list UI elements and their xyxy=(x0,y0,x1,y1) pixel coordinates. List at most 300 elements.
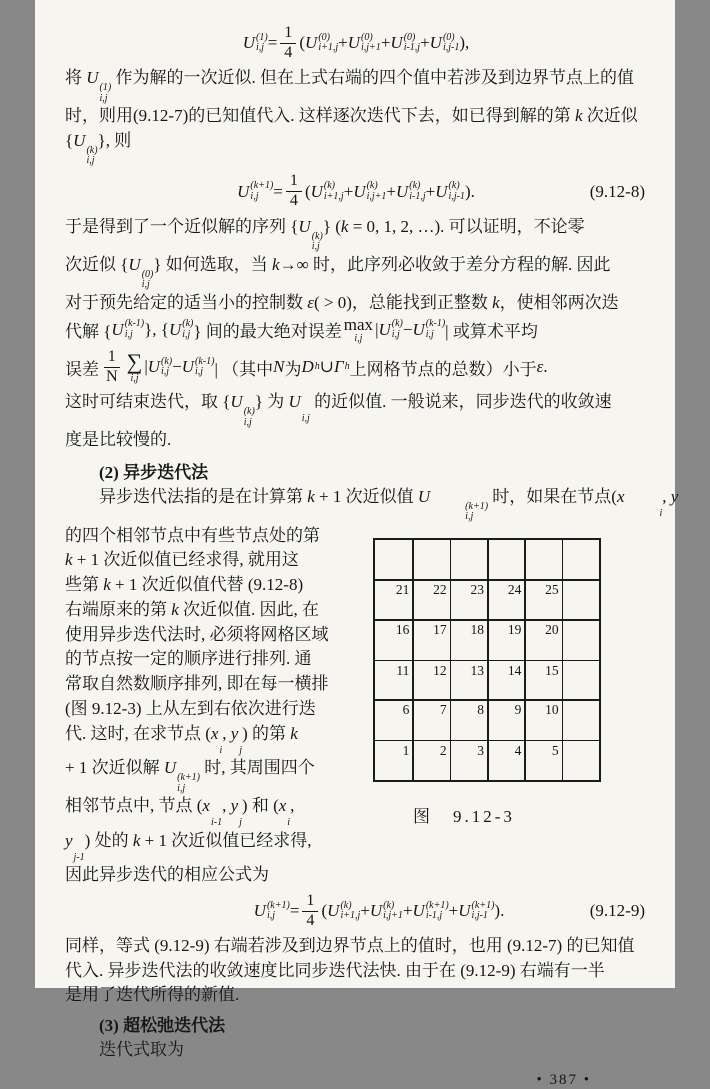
text-fragment: = xyxy=(289,901,300,921)
text-line xyxy=(65,428,647,453)
stacked-scripts xyxy=(177,773,200,794)
text-fragment: ( > 0)，总能找到正整数 xyxy=(313,292,493,312)
figure-column xyxy=(371,524,647,889)
math-fragment: 1 xyxy=(104,348,120,368)
grid-node-number: 22 xyxy=(433,582,447,598)
math-variable: k xyxy=(132,830,141,850)
math-variable: y xyxy=(65,830,73,850)
math-fragment: i-1,j xyxy=(403,42,421,53)
math-fragment: (k) xyxy=(409,180,421,191)
math-fragment: i,j xyxy=(124,328,133,340)
text-fragment: 误差 xyxy=(65,359,99,379)
text-fragment: , xyxy=(290,796,295,816)
paragraph-1 xyxy=(65,66,647,167)
text-fragment: 时，如果在节点( xyxy=(488,486,617,506)
text-fragment: . xyxy=(543,357,548,376)
math-fragment: i,j-1 xyxy=(442,42,460,53)
section-2 xyxy=(65,461,679,523)
math-fragment: (k+1) xyxy=(471,899,495,911)
text-fragment: + xyxy=(360,901,370,921)
text-line xyxy=(65,129,647,167)
math-fragment: (1) xyxy=(256,31,268,43)
math-variable: U xyxy=(128,254,141,274)
grid-node-number: 4 xyxy=(514,742,522,758)
stacked-scripts xyxy=(239,746,242,757)
math-fragment: (k) xyxy=(311,230,323,242)
math-variable: k xyxy=(340,216,349,236)
math-variable: U xyxy=(168,319,182,339)
math-fragment: 1 xyxy=(280,24,296,44)
math-variable: U xyxy=(378,319,391,339)
text-fragment: 为 xyxy=(284,359,302,379)
math-fragment: (1) xyxy=(99,82,112,93)
text-line xyxy=(65,485,679,523)
text-fragment: ). xyxy=(494,901,505,921)
math-fragment: i,j-1 xyxy=(471,910,488,922)
text-fragment: 作为解的一次近似. 但在上式右端的四个值中若涉及到边界节点上的值 xyxy=(111,68,634,87)
text-fragment: ) 的第 xyxy=(242,723,291,743)
math-variable: U xyxy=(305,33,318,52)
text-fragment: 将 xyxy=(65,68,87,87)
grid-node-number: 2 xyxy=(439,742,447,758)
section-3 xyxy=(65,1014,647,1063)
math-fragment: (k) xyxy=(391,318,403,329)
text-fragment: 些第 xyxy=(65,575,104,595)
grid-node-number: 18 xyxy=(470,622,484,638)
text-line xyxy=(65,983,647,1008)
math-fragment: (k) xyxy=(161,355,173,367)
math-fragment: h xyxy=(314,360,320,372)
math-fragment: (k) xyxy=(366,180,378,191)
math-variable: k xyxy=(171,599,179,619)
text-fragment: 是用了迭代所得的新值. xyxy=(65,985,240,1005)
text-fragment: } 如何选取，当 xyxy=(153,254,273,274)
text-fragment: 同样，等式 (9.12-9) 右端若涉及到边界节点上的值时，也用 (9.12-7) 的已知值 xyxy=(65,936,635,956)
stacked-scripts xyxy=(142,270,154,291)
stacked-scripts xyxy=(244,407,255,428)
math-variable: y xyxy=(230,796,239,816)
math-fragment: i-1,j xyxy=(425,910,443,922)
math-fragment: h xyxy=(344,360,350,372)
grid-horizontal-line xyxy=(375,699,599,701)
grid-node-number: 21 xyxy=(395,582,410,598)
text-fragment: = xyxy=(267,33,278,52)
text-line xyxy=(65,697,371,722)
math-fragment: i,j xyxy=(195,366,204,377)
stacked-scripts xyxy=(426,901,449,922)
text-fragment: 代. 这时, 在求节点 ( xyxy=(65,723,211,743)
math-fragment: (0) xyxy=(442,31,455,43)
text-fragment: } 间的最大绝对误差 xyxy=(193,322,342,341)
math-variable: y xyxy=(670,486,679,506)
math-fragment: (k+1) xyxy=(266,899,290,911)
math-fragment: (k) xyxy=(448,180,460,191)
equation-label: (9.12-9) xyxy=(589,901,645,921)
text-fragment: 对于预先给定的适当小的控制数 xyxy=(65,292,308,312)
math-fragment: N xyxy=(106,367,118,385)
math-variable: U xyxy=(435,181,448,201)
text-line-mean-error xyxy=(65,344,647,390)
math-variable: U xyxy=(181,357,195,376)
text-fragment: 代入. 异步迭代法的收敛速度比同步迭代法快. 由于在 (9.12-9) 右端有一半 xyxy=(65,960,605,980)
equation-label: (9.12-8) xyxy=(589,181,645,201)
text-fragment: 异步迭代法指的是在计算第 xyxy=(99,486,308,506)
math-variable: U xyxy=(288,392,301,411)
math-variable: k xyxy=(272,254,280,274)
text-fragment: } ( xyxy=(322,216,341,236)
math-fragment: (k-1) xyxy=(124,318,145,329)
fraction xyxy=(102,348,122,386)
math-variable: ε xyxy=(307,292,314,312)
text-fragment: 时, 其周围四个 xyxy=(199,758,315,778)
text-fragment: 这时可结束迭代，取 { xyxy=(65,392,231,411)
math-variable: U xyxy=(111,319,124,339)
grid-node-number: 24 xyxy=(507,582,522,598)
text-fragment: 相邻节点中, 节点 ( xyxy=(65,796,203,816)
stacked-scripts xyxy=(472,901,495,922)
grid-horizontal-line xyxy=(375,660,599,662)
math-fragment: i,j xyxy=(425,328,434,340)
text-fragment: + 1 次近似值 xyxy=(314,486,418,506)
text-fragment: ∪ xyxy=(319,357,334,376)
equation-body xyxy=(237,172,475,210)
text-fragment: + 1 次近似值代替 (9.12-8) xyxy=(110,575,304,595)
stacked-scripts xyxy=(182,319,193,340)
text-line xyxy=(65,573,371,598)
grid-node-number: 10 xyxy=(545,702,559,718)
math-fragment: i,j+1 xyxy=(383,910,403,922)
text-line xyxy=(65,66,647,104)
text-fragment: 的近似值. 一般说来，同步迭代的收敛速 xyxy=(309,392,612,411)
math-fragment: i,j xyxy=(311,241,320,252)
text-line xyxy=(65,623,371,648)
paragraph-4 xyxy=(65,934,647,1008)
grid-node-number: 20 xyxy=(545,622,559,638)
math-variable: x xyxy=(278,796,287,816)
text-fragment: − xyxy=(172,357,182,376)
math-fragment: i-1 xyxy=(210,817,223,829)
text-line xyxy=(65,215,647,253)
stacked-scripts xyxy=(287,818,290,829)
text-line xyxy=(65,959,647,984)
math-fragment: j xyxy=(239,744,243,756)
stacked-scripts xyxy=(404,33,420,54)
stacked-scripts xyxy=(361,33,381,54)
grid-node-number: 25 xyxy=(545,582,559,598)
scanned-book-page xyxy=(35,0,679,1089)
math-fragment: i,j xyxy=(141,279,150,290)
math-fragment: 1 xyxy=(286,172,302,192)
math-fragment: (0) xyxy=(403,31,416,43)
text-fragment: + xyxy=(380,33,391,52)
math-variable: k xyxy=(65,550,73,570)
stacked-scripts xyxy=(431,502,488,523)
text-fragment: | （其中 xyxy=(214,359,274,379)
grid-node-number: 1 xyxy=(402,742,410,758)
math-fragment: i,j xyxy=(465,511,474,522)
math-variable: U xyxy=(86,68,99,87)
grid-node-number: 12 xyxy=(433,662,447,678)
math-fragment: i,j xyxy=(250,190,259,202)
text-fragment: + xyxy=(425,181,436,201)
text-fragment: 因此异步迭代的相应公式为 xyxy=(65,865,269,885)
stacked-scripts xyxy=(409,181,425,202)
math-fragment: (k-1) xyxy=(195,355,215,367)
text-fragment: 代解 { xyxy=(65,322,112,341)
text-fragment: 右端原来的第 xyxy=(65,599,172,619)
stacked-scripts xyxy=(443,33,459,54)
top-margin xyxy=(65,0,647,20)
math-fragment: (0) xyxy=(141,268,154,280)
math-variable: U xyxy=(253,901,266,921)
text-fragment: 的节点按一定的顺序进行排列. 通 xyxy=(65,649,312,669)
math-fragment: 4 xyxy=(289,192,298,209)
math-fragment: i,j xyxy=(182,328,191,340)
text-fragment: 度是比较慢的. xyxy=(65,430,172,449)
stacked-scripts xyxy=(100,83,112,104)
stacked-scripts xyxy=(679,509,710,520)
text-fragment: − xyxy=(402,319,413,339)
text-fragment: | xyxy=(375,319,379,339)
math-fragment: (k) xyxy=(243,406,255,417)
math-fragment: i xyxy=(219,744,223,756)
text-fragment: + 1 次近似解 xyxy=(65,758,164,778)
stacked-scripts xyxy=(367,181,387,202)
math-variable: Γ xyxy=(333,357,344,376)
grid-figure xyxy=(373,538,601,782)
stacked-scripts xyxy=(267,901,290,922)
grid-horizontal-line xyxy=(375,619,599,621)
text-line xyxy=(65,722,371,757)
text-fragment: , xyxy=(222,796,231,816)
fraction xyxy=(286,172,302,210)
math-fragment xyxy=(679,509,710,520)
left-text-column xyxy=(65,524,371,889)
stacked-scripts xyxy=(312,232,323,253)
math-variable: k xyxy=(307,486,315,506)
math-fragment: i+1,j xyxy=(318,42,339,53)
text-fragment: 次近似 xyxy=(582,106,638,125)
math-fragment: i xyxy=(287,817,291,829)
math-variable: y xyxy=(230,723,239,743)
math-fragment: (k+1) xyxy=(425,899,449,911)
stacked-scripts xyxy=(449,181,465,202)
equation-body xyxy=(254,892,505,930)
text-line xyxy=(65,291,647,316)
text-fragment: + xyxy=(386,181,396,201)
grid-node-number: 23 xyxy=(470,582,484,598)
grid-node-number: 8 xyxy=(477,702,484,718)
grid-node-number: 15 xyxy=(545,662,559,678)
math-fragment: j-1 xyxy=(73,851,85,863)
two-column-block xyxy=(65,524,647,889)
fraction xyxy=(280,24,296,62)
operator-with-underscript xyxy=(126,348,143,384)
math-variable: U xyxy=(412,319,425,339)
math-fragment: i,j-1 xyxy=(448,190,465,202)
stacked-scripts xyxy=(86,146,97,167)
math-fragment: i,j xyxy=(86,155,95,166)
text-line xyxy=(65,794,371,829)
math-fragment: i+1,j xyxy=(340,910,361,922)
math-variable: N xyxy=(273,357,285,376)
math-fragment: j xyxy=(239,817,242,829)
text-fragment: 常取自然数顺序排列, 即在每一横排 xyxy=(65,674,329,694)
math-fragment: i,j+1 xyxy=(361,42,381,53)
grid-node-number: 14 xyxy=(507,662,522,678)
grid-node-number: 6 xyxy=(402,702,410,718)
text-fragment: 时，则用(9.12-7)的已知值代入. 这样逐次迭代下去，如已得到解的第 xyxy=(65,106,575,125)
page-number: • 387 • xyxy=(536,1072,591,1089)
math-fragment: i,j+1 xyxy=(366,190,387,202)
math-fragment: (k+1) xyxy=(177,772,200,784)
math-fragment: (k) xyxy=(86,144,98,156)
grid-node-number: 17 xyxy=(433,622,447,638)
math-variable: U xyxy=(369,901,383,921)
math-fragment: i,j xyxy=(243,416,252,428)
text-fragment: ), xyxy=(459,33,470,52)
section-heading-async-iteration: (2) 异步迭代法 xyxy=(99,462,209,482)
text-line-max-error xyxy=(65,315,647,344)
text-fragment: }, { xyxy=(144,319,169,339)
text-fragment: , xyxy=(222,723,231,743)
text-fragment: 上网格节点的总数）小于 xyxy=(349,359,537,379)
text-fragment: 次近似 { xyxy=(65,254,129,274)
math-fragment: i,j xyxy=(161,366,170,377)
text-fragment: ). xyxy=(464,181,475,201)
math-variable: x xyxy=(202,796,210,816)
math-variable: U xyxy=(73,130,86,150)
math-fragment: ∑ xyxy=(126,348,143,374)
stacked-scripts xyxy=(302,414,310,425)
math-variable: U xyxy=(298,216,311,236)
math-variable: x xyxy=(616,486,625,506)
math-fragment: i,j xyxy=(256,42,265,53)
grid-node-number: 19 xyxy=(507,622,522,638)
math-variable: k xyxy=(574,106,583,125)
text-line xyxy=(65,524,371,549)
stacked-scripts xyxy=(392,319,403,340)
text-line: 迭代式取为 xyxy=(99,1039,184,1059)
math-fragment: (k+1) xyxy=(465,500,489,512)
math-fragment: i+1,j xyxy=(323,190,344,202)
math-fragment: (k) xyxy=(323,180,336,191)
text-fragment: + xyxy=(338,33,348,52)
text-line xyxy=(65,756,371,794)
math-fragment: (k) xyxy=(383,899,395,911)
stacked-scripts xyxy=(239,818,242,829)
math-fragment: i-1,j xyxy=(409,190,426,202)
math-fragment: (0) xyxy=(318,31,330,43)
text-fragment: }, 则 xyxy=(97,130,132,150)
text-fragment: } 为 xyxy=(254,392,289,411)
equation-9-12-8 xyxy=(65,169,647,215)
math-variable: U xyxy=(412,901,425,921)
math-fragment: (k) xyxy=(182,318,194,329)
math-fragment: 1 xyxy=(302,892,318,912)
text-fragment: (图 9.12-3) 上从左到右依次进行迭 xyxy=(65,699,316,719)
text-fragment: ( xyxy=(304,181,311,201)
math-variable: U xyxy=(458,901,471,921)
grid-node-number: 7 xyxy=(439,702,447,718)
text-fragment: 使用异步迭代法时, 必须将网格区域 xyxy=(65,624,329,644)
operator-with-underscript xyxy=(344,316,373,344)
text-fragment: ( xyxy=(299,33,306,52)
stacked-scripts xyxy=(383,901,403,922)
math-fragment: i,j xyxy=(391,328,400,340)
math-variable: k xyxy=(492,292,500,312)
stacked-scripts xyxy=(626,509,663,520)
grid-node-number: 13 xyxy=(470,662,484,678)
grid-horizontal-line xyxy=(375,740,599,742)
math-variable: U xyxy=(353,181,366,201)
math-variable: U xyxy=(147,357,161,376)
math-fragment: (k) xyxy=(340,899,352,911)
grid-node-number: 16 xyxy=(395,622,410,638)
math-variable: U xyxy=(396,181,409,201)
stacked-scripts xyxy=(256,33,268,54)
math-variable: U xyxy=(230,392,243,411)
text-fragment: | xyxy=(144,357,148,376)
text-fragment: = xyxy=(273,181,283,201)
text-line xyxy=(65,647,371,672)
text-fragment: + xyxy=(402,901,413,921)
math-fragment: i,j xyxy=(130,372,139,384)
math-variable: U xyxy=(327,901,340,921)
text-fragment: ) 处的 xyxy=(84,830,133,850)
text-line xyxy=(65,548,371,573)
math-fragment: i,j xyxy=(99,92,108,104)
math-variable: U xyxy=(242,33,256,52)
text-fragment: ( xyxy=(321,901,328,921)
stacked-scripts xyxy=(324,181,344,202)
section-heading-sor-iteration: (3) 超松弛迭代法 xyxy=(99,1015,226,1035)
math-variable: U xyxy=(429,33,442,52)
text-fragment: →∞ 时，此序列必收敛于差分方程的解. 因此 xyxy=(279,254,611,274)
stacked-scripts xyxy=(125,319,144,340)
math-fragment: i xyxy=(659,507,663,519)
text-line xyxy=(65,253,647,291)
stacked-scripts xyxy=(195,357,214,378)
math-variable: k xyxy=(290,723,298,743)
grid-node-number: 9 xyxy=(514,702,522,718)
text-fragment: 的四个相邻节点中有些节点处的第 xyxy=(65,525,320,545)
stacked-scripts xyxy=(426,319,445,340)
math-variable: U xyxy=(163,758,177,778)
text-fragment: , xyxy=(662,486,671,506)
text-fragment: + xyxy=(343,181,354,201)
text-fragment: = 0, 1, 2, …). 可以证明，不论零 xyxy=(348,216,585,236)
stacked-scripts xyxy=(161,357,172,378)
text-fragment: + xyxy=(448,901,459,921)
math-variable: D xyxy=(301,357,314,376)
math-fragment: i,j xyxy=(266,910,276,922)
math-variable: k xyxy=(103,575,111,595)
equation-body xyxy=(243,24,470,62)
grid-node-number: 11 xyxy=(396,662,410,678)
text-fragment: 次近似值. 因此, 在 xyxy=(178,599,320,619)
math-variable: U xyxy=(390,33,403,52)
equation-first-approximation xyxy=(65,20,647,66)
text-line xyxy=(65,390,647,428)
paragraph-2 xyxy=(65,215,647,453)
text-line xyxy=(65,863,371,888)
text-fragment: 于是得到了一个近似解的序列 { xyxy=(65,216,299,236)
stacked-scripts xyxy=(340,901,360,922)
text-line xyxy=(65,829,371,864)
equation-9-12-9 xyxy=(65,888,647,934)
figure-caption: 图 9.12-3 xyxy=(413,806,515,826)
